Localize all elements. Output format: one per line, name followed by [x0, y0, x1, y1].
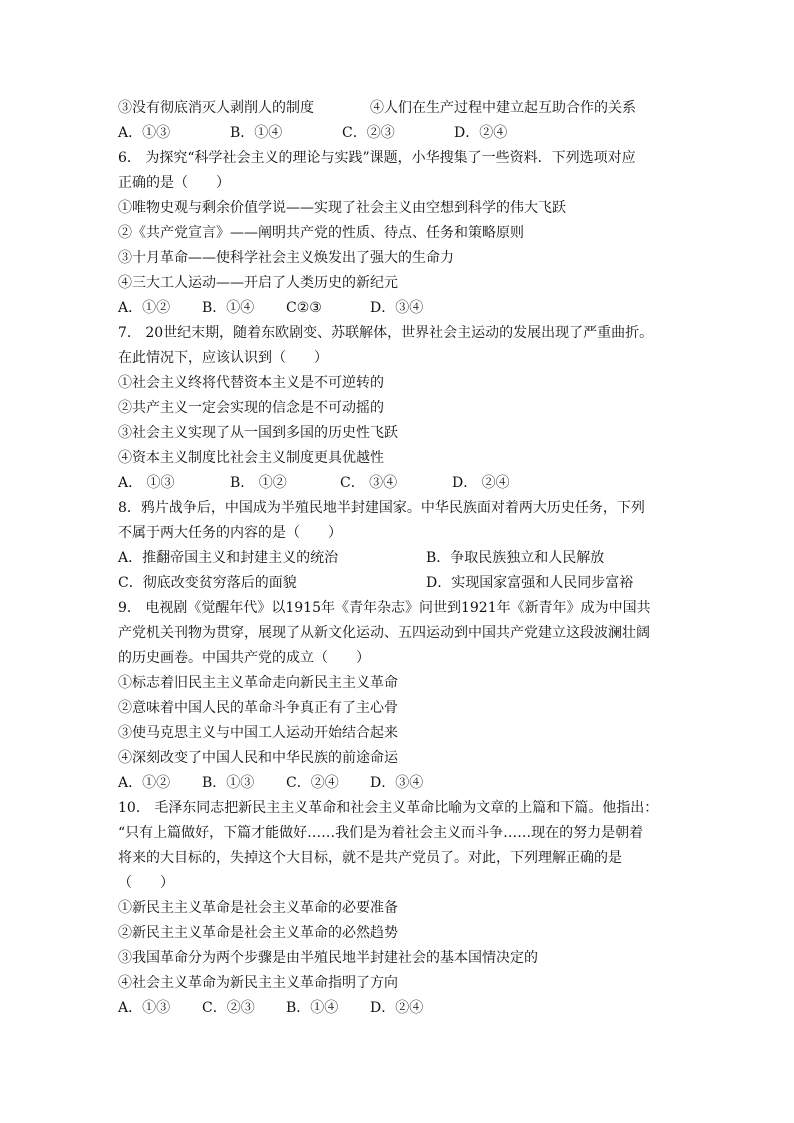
q7-item-2: ②共产主义一定会实现的信念是不可动摇的 — [118, 400, 384, 416]
q5-item-4: ④人们在生产过程中建立起互助合作的关系 — [370, 100, 636, 116]
q8-options-row-2 — [118, 571, 698, 596]
q10-option-a[interactable]: A．①③ — [118, 1000, 171, 1016]
q5-option-d[interactable]: D．②④ — [454, 125, 508, 141]
q10-item-1: ①新民主主义革命是社会主义革命的必要准备 — [118, 900, 398, 916]
q9-item-1: ①标志着旧民主主义革命走向新民主主义革命 — [118, 675, 398, 691]
q7-option-c[interactable]: C． ③④ — [340, 475, 398, 491]
q10-stem-cont-1: “只有上篇做好，下篇才能做好……我们是为着社会主义而斗争……现在的努力是朝着 — [118, 825, 644, 841]
q9-stem-cont-1: 产党机关刊物为贯穿，展现了从新文化运动、五四运动到中国共产党建立这段波澜壮阔 — [118, 625, 650, 641]
q6-options — [118, 296, 698, 321]
q9-item-4: ④深刻改变了中国人民和中华民族的前途命运 — [118, 750, 398, 766]
q6-option-b[interactable]: B．①④ — [202, 300, 255, 316]
q8-stem: 8．鸦片战争后，中国成为半殖民地半封建国家。中华民族面对着两大历史任务，下列 — [118, 500, 645, 516]
q9-item-3: ③使马克思主义与中国工人运动开始结合起来 — [118, 725, 398, 741]
q9-option-a[interactable]: A．①② — [118, 775, 171, 791]
q5-option-a[interactable]: A．①③ — [118, 125, 171, 141]
q7-option-d[interactable]: D． ②④ — [452, 475, 510, 491]
q6-option-a[interactable]: A．①② — [118, 300, 171, 316]
q8-option-d[interactable]: D．实现国家富强和人民同步富裕 — [426, 575, 634, 591]
q10-stem: 10． 毛泽东同志把新民主主义革命和社会主义革命比喻为文章的上篇和下篇。他指出： — [118, 800, 659, 816]
q8-option-b[interactable]: B．争取民族独立和人民解放 — [426, 550, 605, 566]
question-content — [118, 96, 698, 1021]
q5-item-3: ③没有彻底消灭人剥削人的制度 — [118, 100, 314, 116]
q10-stem-cont-2: 将来的大目标的，失掉这个大目标，就不是共产党员了。对此，下列理解正确的是 — [118, 850, 622, 866]
q10-item-2: ②新民主主义革命是社会主义革命的必然趋势 — [118, 925, 398, 941]
q5-option-b[interactable]: B．①④ — [230, 125, 283, 141]
q9-option-c[interactable]: C．②④ — [286, 775, 339, 791]
q7-option-b[interactable]: B． ①② — [230, 475, 287, 491]
q7-options — [118, 471, 698, 496]
q9-option-d[interactable]: D．③④ — [370, 775, 424, 791]
q6-stem: 6． 为探究“科学社会主义的理论与实践”课题，小华搜集了一些资料．下列选项对应 — [118, 150, 636, 166]
q7-stem: 7． 20世纪末期，随着东欧剧变、苏联解体，世界社会主运动的发展出现了严重曲折。 — [118, 325, 654, 341]
q9-stem-cont-2: 的历史画卷。中国共产党的成立（ ） — [118, 650, 370, 666]
q6-item-3: ③十月革命——使科学社会主义焕发出了强大的生命力 — [118, 250, 454, 266]
q10-option-b[interactable]: B．①④ — [286, 1000, 339, 1016]
q7-option-a[interactable]: A． ①③ — [118, 475, 175, 491]
q7-item-3: ③社会主义实现了从一国到多国的历史性飞跃 — [118, 425, 398, 441]
q7-stem-cont: 在此情况下，应该认识到（ ） — [118, 350, 328, 366]
q6-item-4: ④三大工人运动——开启了人类历史的新纪元 — [118, 275, 398, 291]
q9-stem: 9． 电视剧《觉醒年代》以1915年《青年杂志》问世到1921年《新青年》成为中国共 — [118, 600, 651, 616]
q5-option-c[interactable]: C．②③ — [342, 125, 395, 141]
q8-option-a[interactable]: A．推翻帝国主义和封建主义的统治 — [118, 550, 339, 566]
q10-stem-cont-3: （ ） — [118, 875, 174, 891]
q7-item-4: ④资本主义制度比社会主义制度更具优越性 — [118, 450, 384, 466]
q9-option-b[interactable]: B．①③ — [202, 775, 255, 791]
q6-item-2: ②《共产党宣言》——阐明共产党的性质、待点、任务和策略原则 — [118, 225, 524, 241]
q5-options — [118, 121, 698, 146]
q10-option-d[interactable]: D．②④ — [370, 1000, 424, 1016]
q9-options — [118, 771, 698, 796]
q7-item-1: ①社会主义终将代替资本主义是不可逆转的 — [118, 375, 384, 391]
q10-item-3: ③我国革命分为两个步骤是由半殖民地半封建社会的基本国情决定的 — [118, 950, 538, 966]
q6-option-c[interactable]: C②③ — [286, 300, 322, 316]
q9-item-2: ②意味着中国人民的革命斗争真正有了主心骨 — [118, 700, 398, 716]
q8-stem-cont: 不属于两大任务的内容的是（ ） — [118, 525, 342, 541]
q8-option-c[interactable]: C．彻底改变贫穷落后的面貌 — [118, 575, 297, 591]
q10-options — [118, 996, 698, 1021]
q5-items-row — [118, 96, 698, 121]
q10-option-c[interactable]: C．②③ — [202, 1000, 255, 1016]
q6-option-d[interactable]: D．③④ — [370, 300, 424, 316]
q6-stem-cont: 正确的是（ ） — [118, 175, 230, 191]
q8-options-row-1 — [118, 546, 698, 571]
q6-item-1: ①唯物史观与剩余价值学说——实现了社会主义由空想到科学的伟大飞跃 — [118, 200, 566, 216]
q10-item-4: ④社会主义革命为新民主主义革命指明了方向 — [118, 975, 398, 991]
